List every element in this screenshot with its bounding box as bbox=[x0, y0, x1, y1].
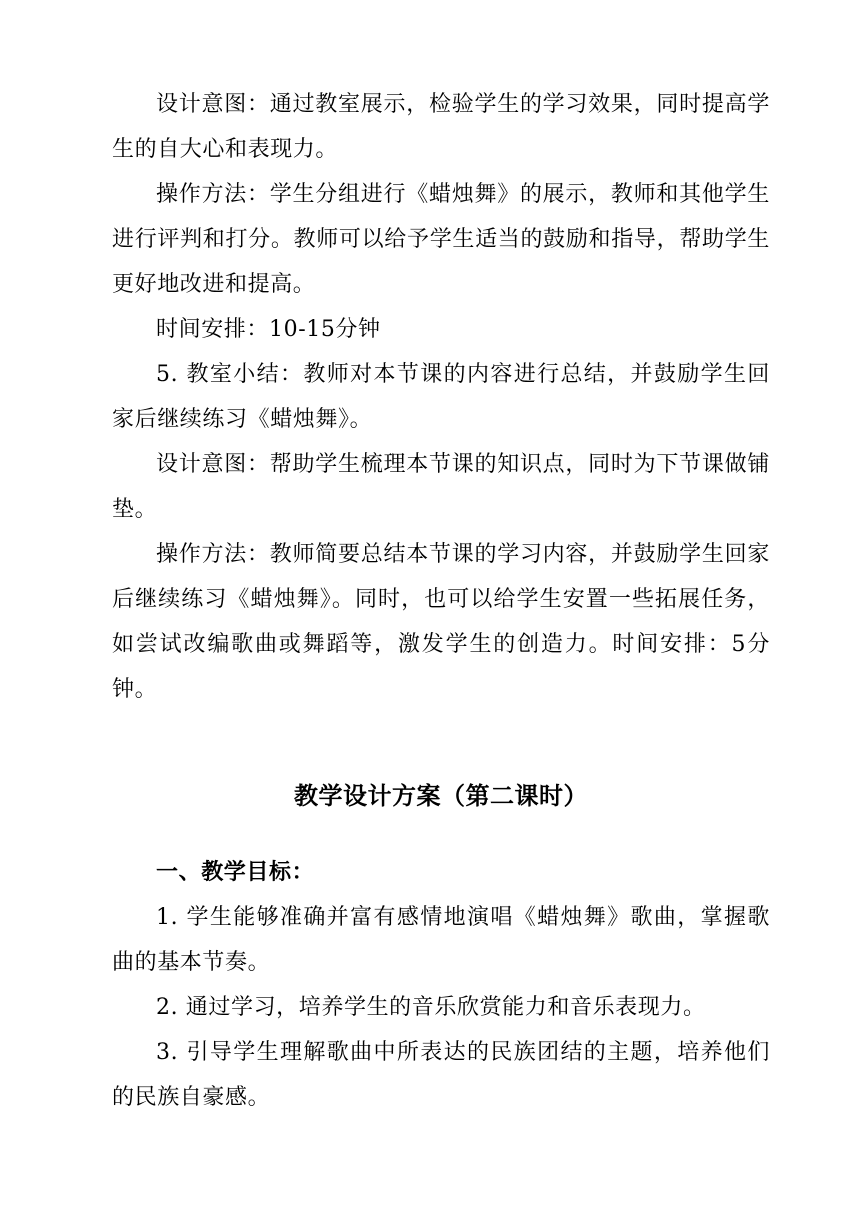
objective-item-3: 3. 引导学生理解歌曲中所表达的民族团结的主题，培养他们的民族自豪感。 bbox=[112, 1040, 770, 1110]
paragraph-operation-method-1: 操作方法：学生分组进行《蜡烛舞》的展示，教师和其他学生进行评判和打分。教师可以给予学生适当的鼓励和指导，帮助学生更好地改进和提高。 bbox=[112, 182, 770, 297]
paragraph-design-intent-1: 设计意图：通过教室展示，检验学生的学习效果，同时提高学生的自大心和表现力。 bbox=[112, 92, 770, 162]
document-title: 教学设计方案（第二课时） bbox=[294, 781, 588, 810]
objective-item-1: 1. 学生能够准确并富有感情地演唱《蜡烛舞》歌曲，掌握歌曲的基本节奏。 bbox=[112, 905, 770, 975]
document-content bbox=[112, 82, 770, 1120]
paragraph-operation-method-2: 操作方法：教师简要总结本节课的学习内容，并鼓励学生回家后继续练习《蜡烛舞》。同时，也可以给学生安置一些拓展任务，如尝试改编歌曲或舞蹈等，激发学生的创造力。时间安排：5分钟。 bbox=[112, 542, 770, 702]
spacer bbox=[112, 816, 770, 850]
objective-item-2: 2. 通过学习，培养学生的音乐欣赏能力和音乐表现力。 bbox=[156, 995, 706, 1020]
spacer bbox=[112, 712, 770, 776]
paragraph-time-arrangement-1: 时间安排：10-15分钟 bbox=[156, 317, 381, 342]
section-heading-objectives: 一、教学目标： bbox=[156, 859, 315, 885]
paragraph-class-summary: 5. 教室小结：教师对本节课的内容进行总结，并鼓励学生回家后继续练习《蜡烛舞》。 bbox=[112, 362, 770, 432]
paragraph-design-intent-2: 设计意图：帮助学生梳理本节课的知识点，同时为下节课做铺垫。 bbox=[112, 452, 770, 522]
